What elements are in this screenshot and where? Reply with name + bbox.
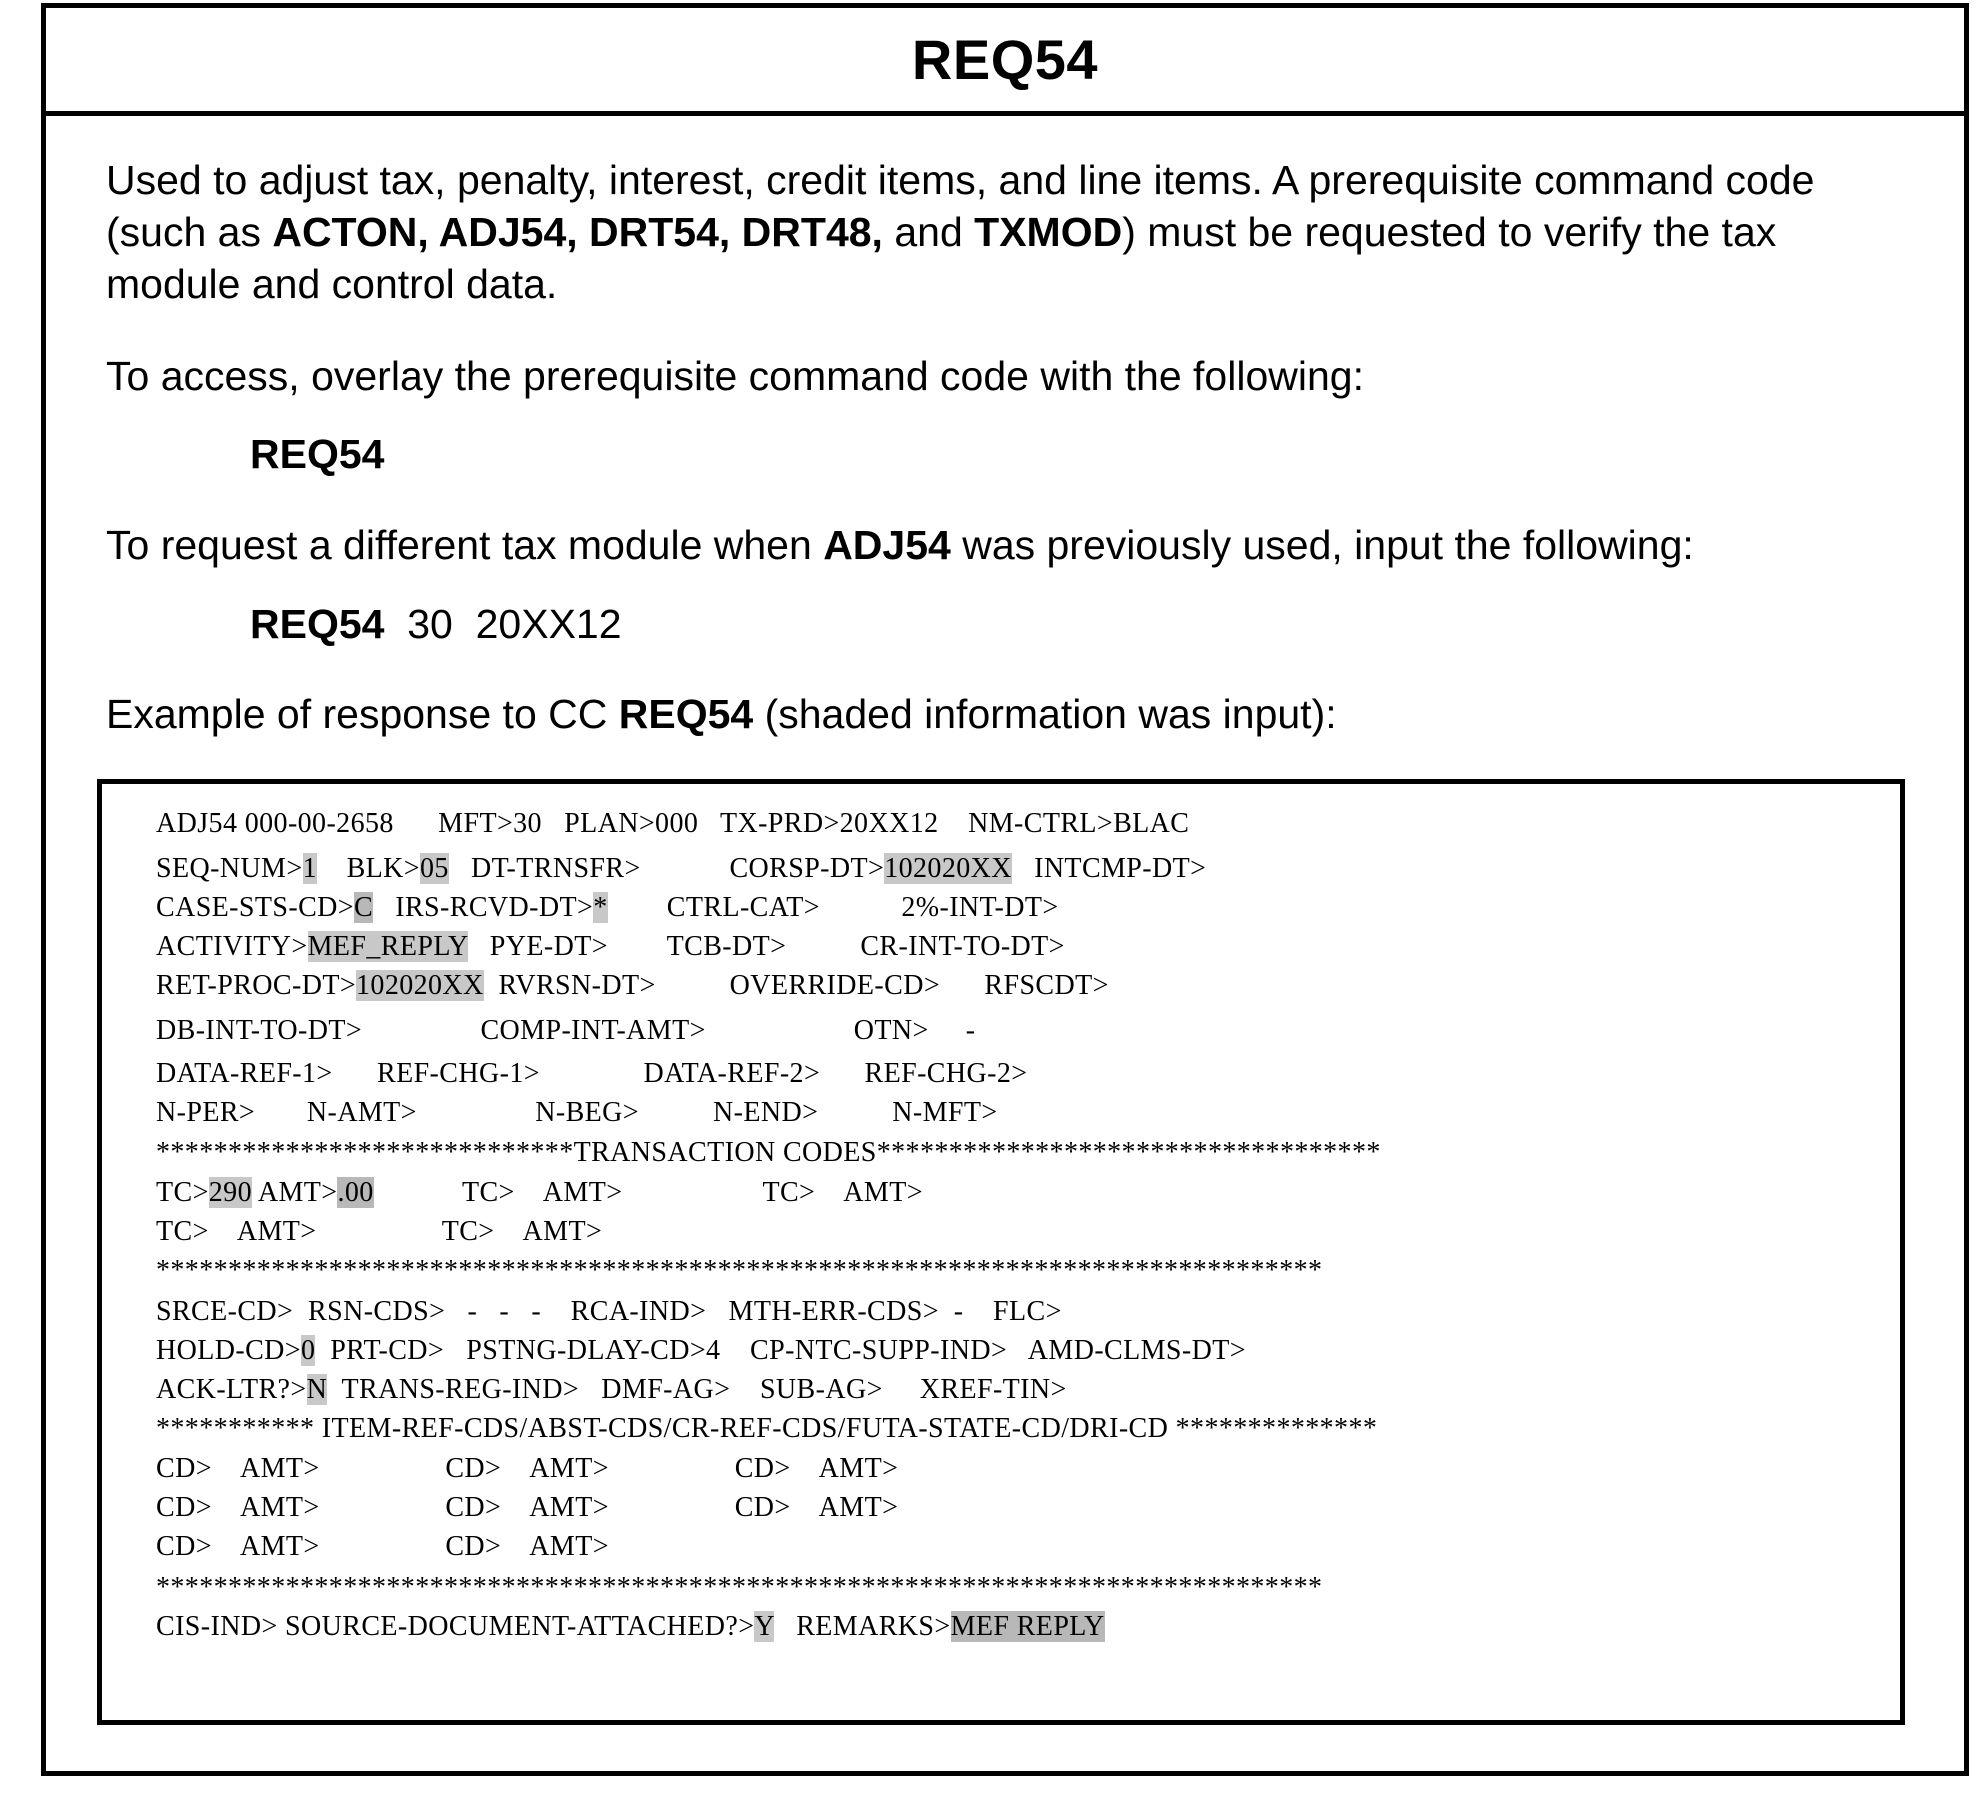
input-activity[interactable]: MEF_REPLY — [307, 931, 468, 962]
input-case-sts-cd[interactable]: C — [353, 892, 374, 923]
label-ctrl-cat: CTRL-CAT> 2%-INT-DT> — [607, 892, 1059, 923]
label-prt-cd: PRT-CD> PSTNG-DLAY-CD>4 CP-NTC-SUPP-IND> AMD-CLMS-DT> — [315, 1335, 1246, 1366]
example-bold-code: REQ54 — [618, 691, 754, 737]
terminal-screen — [97, 779, 1905, 1725]
request-command — [46, 598, 1964, 650]
screen-line-db-int: DB-INT-TO-DT> COMP-INT-AMT> OTN> - — [156, 1015, 976, 1046]
intro-bold-txmod: TXMOD — [974, 209, 1123, 255]
screen-line-seq — [156, 853, 1206, 885]
input-hold-cd[interactable]: 0 — [300, 1335, 316, 1366]
screen-line-separator-1: ********************************************************************************* — [156, 1255, 1323, 1286]
intro-bold-codes: ACTON, ADJ54, DRT54, DRT48, — [272, 209, 883, 255]
label-seq-num: SEQ-NUM> — [156, 853, 303, 884]
screen-line-data-ref: DATA-REF-1> REF-CHG-1> DATA-REF-2> REF-CHG-2> — [156, 1058, 1028, 1089]
document-frame — [41, 3, 1969, 1776]
screen-line-cd-1: CD> AMT> CD> AMT> CD> AMT> — [156, 1453, 899, 1484]
screen-line-cd-3: CD> AMT> CD> AMT> — [156, 1531, 609, 1562]
intro-text-3: ) must be requested to verify the tax module and control data. — [106, 209, 1777, 307]
input-ret-proc-dt[interactable]: 102020XX — [356, 970, 484, 1001]
request-command-code: REQ54 — [250, 601, 385, 647]
label-amt: AMT> — [251, 1177, 338, 1208]
intro-text-2: and — [882, 209, 975, 255]
label-blk: BLK> — [316, 853, 420, 884]
label-tc: TC> — [156, 1177, 209, 1208]
screen-line-header: ADJ54 000-00-2658 MFT>30 PLAN>000 TX-PRD>20XX12 NM-CTRL>BLAC — [156, 808, 1190, 839]
screen-line-cd-2: CD> AMT> CD> AMT> CD> AMT> — [156, 1492, 899, 1523]
label-tc-amt-rest: TC> AMT> TC> AMT> — [373, 1177, 923, 1208]
label-remarks: REMARKS> — [774, 1611, 951, 1642]
input-irs-rcvd-dt[interactable]: * — [593, 892, 608, 923]
intro-paragraph — [46, 154, 1926, 310]
label-trans-reg-ind: TRANS-REG-IND> DMF-AG> SUB-AG> XREF-TIN> — [327, 1374, 1067, 1405]
label-ack-ltr: ACK-LTR?> — [156, 1374, 307, 1405]
request-bold-code: ADJ54 — [823, 522, 951, 568]
screen-line-remarks — [156, 1611, 1105, 1643]
input-amt[interactable]: .00 — [337, 1177, 374, 1208]
input-seq-num[interactable]: 1 — [302, 853, 317, 884]
input-ack-ltr[interactable]: N — [306, 1374, 328, 1405]
screen-line-ack — [156, 1374, 1067, 1406]
label-hold-cd: HOLD-CD> — [156, 1335, 301, 1366]
title-bar — [46, 8, 1964, 116]
screen-line-n-per: N-PER> N-AMT> N-BEG> N-END> N-MFT> — [156, 1097, 998, 1128]
access-paragraph: To access, overlay the prerequisite command code with the following: — [106, 353, 1364, 399]
screen-line-item-ref-header: *********** ITEM-REF-CDS/ABST-CDS/CR-REF-CDS/FUTA-STATE-CD/DRI-CD ************** — [156, 1413, 1378, 1444]
request-paragraph — [46, 519, 1964, 571]
input-source-document[interactable]: Y — [754, 1611, 774, 1642]
label-source-document: CIS-IND> SOURCE-DOCUMENT-ATTACHED?> — [156, 1611, 755, 1642]
label-ret-proc-dt: RET-PROC-DT> — [156, 970, 357, 1001]
screen-line-separator-2: ********************************************************************************* — [156, 1572, 1323, 1603]
screen-line-tc-header: *****************************TRANSACTION CODES*********************************** — [156, 1137, 1381, 1168]
label-intcmp-dt: INTCMP-DT> — [1011, 853, 1207, 884]
request-command-args: 30 20XX12 — [384, 601, 622, 647]
label-corsp-dt: DT-TRNSFR> CORSP-DT> — [448, 853, 885, 884]
label-case-sts-cd: CASE-STS-CD> — [156, 892, 354, 923]
access-command-code: REQ54 — [250, 431, 385, 477]
input-blk[interactable]: 05 — [419, 853, 449, 884]
request-text-1: To request a different tax module when — [106, 522, 824, 568]
screen-line-hold — [156, 1335, 1246, 1367]
label-rvrsn-dt: RVRSN-DT> OVERRIDE-CD> RFSCDT> — [483, 970, 1109, 1001]
example-text-1: Example of response to CC — [106, 691, 619, 737]
screen-line-ret-proc — [156, 970, 1109, 1002]
label-pye-dt: PYE-DT> TCB-DT> CR-INT-TO-DT> — [467, 931, 1065, 962]
screen-line-tc-2: TC> AMT> TC> AMT> — [156, 1216, 603, 1247]
screen-line-tc-1 — [156, 1177, 923, 1209]
input-tc[interactable]: 290 — [208, 1177, 252, 1208]
label-irs-rcvd-dt: IRS-RCVD-DT> — [373, 892, 594, 923]
access-command — [46, 428, 1964, 480]
input-remarks[interactable]: MEF REPLY — [950, 1611, 1105, 1642]
intro-text-1: Used to adjust tax, penalty, interest, credit items, and line items. A prerequisite command code (such as — [106, 157, 1815, 255]
input-corsp-dt[interactable]: 102020XX — [884, 853, 1012, 884]
screen-line-case — [156, 892, 1059, 924]
example-paragraph — [46, 688, 1964, 740]
screen-line-srce: SRCE-CD> RSN-CDS> - - - RCA-IND> MTH-ERR-CDS> - FLC> — [156, 1296, 1062, 1327]
example-text-2: (shaded information was input): — [753, 691, 1337, 737]
page-title: REQ54 — [911, 28, 1099, 91]
request-text-2: was previously used, input the following: — [950, 522, 1694, 568]
screen-line-activity — [156, 931, 1065, 963]
label-activity: ACTIVITY> — [156, 931, 308, 962]
